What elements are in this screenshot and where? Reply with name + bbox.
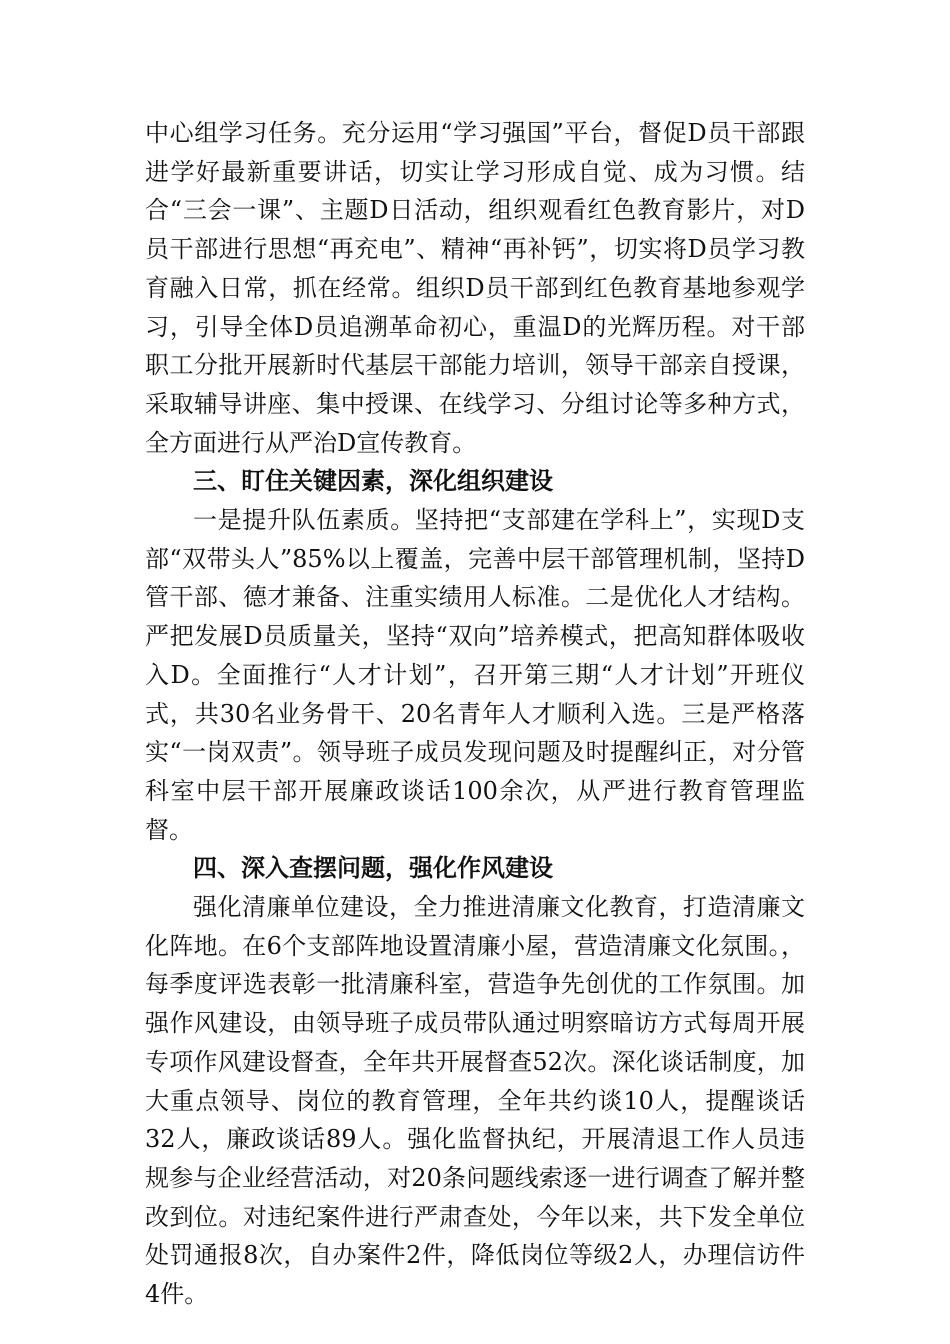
section-heading-work-style: 四、深入查摆问题，强化作风建设 — [193, 854, 553, 883]
paragraph-work-style-building: 强化清廉单位建设，全力推进清廉文化教育，打造清廉文化阵地。在6个支部阵地设置清廉小屋，营造清廉文化氛围。，每季度评选表彰一批清廉科室，营造争先创优的工作氛围。加强作风建设，由领导班子成员带队通过明察暗访方式每周开展专项作风建设督查，全年共开展督查52次。深化谈话制度，加大重点领导、岗位的教育管理，全年共约谈10人，提醒谈话32人，廉政谈话89人。强化监督执纪，开展清退工作人员违规参与企业经营活动，对20条问题线索逐一进行调查了解并整改到位。对违纪案件进行严肃查处，今年以来，共下发全单位处罚通报8次，自办案件2件，降低岗位等级2人，办理信访件4件。 — [145, 893, 805, 1309]
document-body — [145, 114, 805, 1314]
section-heading-organization: 三、盯住关键因素，深化组织建设 — [193, 467, 553, 496]
paragraph-study-tasks: 中心组学习任务。充分运用“学习强国”平台，督促D员干部跟进学好最新重要讲话，切实让学习形成自觉、成为习惯。结合“三会一课”、主题D日活动，组织观看红色教育影片，对D员干部进行思想“再充电”、精神“再补钙”，切实将D员学习教育融入日常，抓在经常。组织D员干部到红色教育基地参观学习，引导全体D员追溯革命初心，重温D的光辉历程。对干部职工分批开展新时代基层干部能力培训，领导干部亲自授课，采取辅导讲座、集中授课、在线学习、分组讨论等多种方式，全方面进行从严治D宣传教育。 — [145, 119, 805, 457]
paragraph-organization-building: 一是提升队伍素质。坚持把“支部建在学科上”，实现D支部“双带头人”85%以上覆盖，完善中层干部管理机制，坚持D管干部、德才兼备、注重实绩用人标准。二是优化人才结构。严把发展D员质量关，坚持“双向”培养模式，把高知群体吸收入D。全面推行“人才计划”，召开第三期“人才计划”开班仪式，共30名业务骨干、20名青年人才顺利入选。三是严格落实“一岗双责”。领导班子成员发现问题及时提醒纠正，对分管科室中层干部开展廉政谈话100余次，从严进行教育管理监督。 — [145, 506, 805, 844]
